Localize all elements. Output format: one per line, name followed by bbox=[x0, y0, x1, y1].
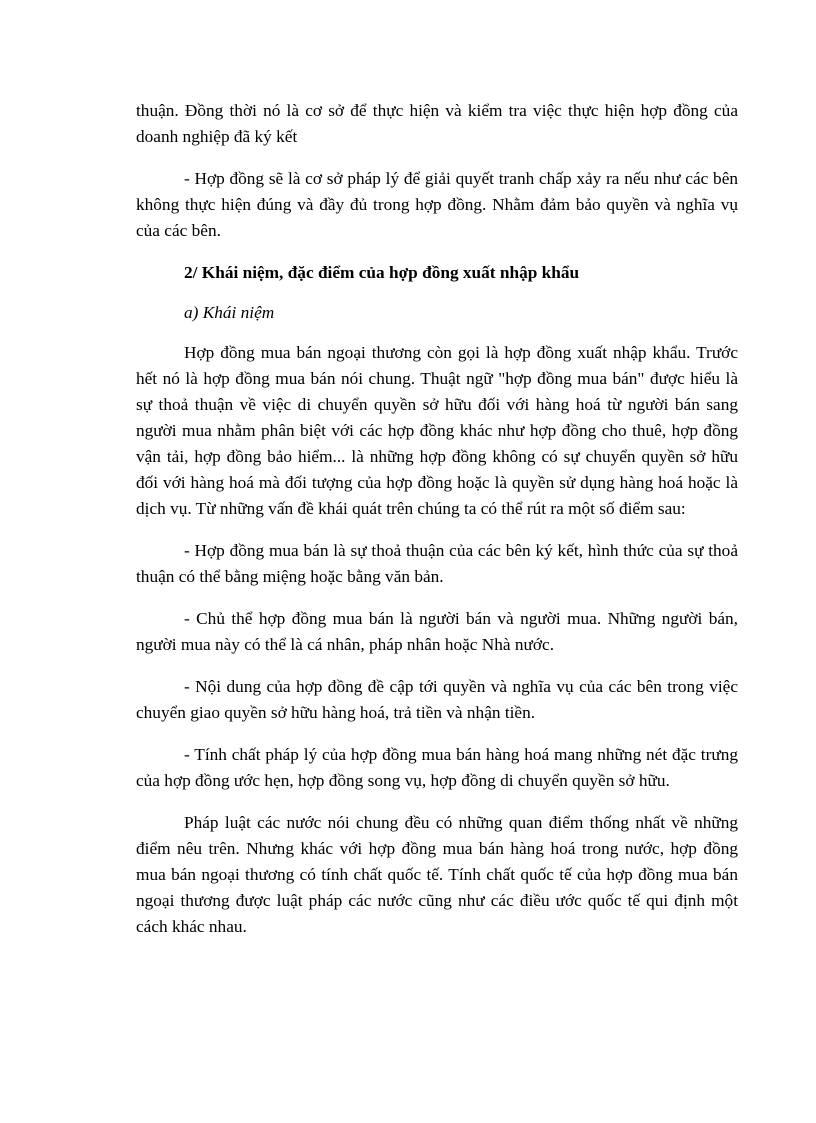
paragraph-point-parties: - Chủ thể hợp đồng mua bán là người bán và người mua. Những người bán, người mua này có thể là cá nhân, pháp nhân hoặc Nhà nước. bbox=[136, 609, 738, 654]
paragraph-point-content: - Nội dung của hợp đồng đề cập tới quyền và nghĩa vụ của các bên trong việc chuyển giao quyền sở hữu hàng hoá, trả tiền và nhận tiền. bbox=[136, 677, 738, 722]
paragraph-definition: Hợp đồng mua bán ngoại thương còn gọi là hợp đồng xuất nhập khẩu. Trước hết nó là hợp đồng mua bán nói chung. Thuật ngữ "hợp đồng mua bán" được hiểu là sự thoả thuận về việc di chuyển quyền sở hữu đối với hàng hoá từ người bán sang người mua nhằm phân biệt với các hợp đồng khác như hợp đồng cho thuê, hợp đồng vận tải, hợp đồng bảo hiểm... là những hợp đồng không có sự chuyển quyền sở hữu đối với hàng hoá mà đối tượng của hợp đồng hoặc là quyền sử dụng hàng hoá hoặc là dịch vụ. Từ những vấn đề khái quát trên chúng ta có thể rút ra một số điểm sau: bbox=[136, 343, 738, 518]
paragraph-international-nature: Pháp luật các nước nói chung đều có những quan điểm thống nhất về những điểm nêu trên. Nhưng khác với hợp đồng mua bán hàng hoá trong nước, hợp đồng mua bán ngoại thương có tính chất quốc tế. Tính chất quốc tế của hợp đồng mua bán ngoại thương được luật pháp các nước cũng như các điều ước quốc tế qui định một cách khác nhau. bbox=[136, 813, 738, 936]
paragraph-point-legal-nature: - Tính chất pháp lý của hợp đồng mua bán hàng hoá mang những nét đặc trưng của hợp đồng ước hẹn, hợp đồng song vụ, hợp đồng di chuyển quyền sở hữu. bbox=[136, 745, 738, 790]
paragraph-dispute-basis: - Hợp đồng sẽ là cơ sở pháp lý để giải quyết tranh chấp xảy ra nếu như các bên không thực hiện đúng và đầy đủ trong hợp đồng. Nhằm đảm bảo quyền và nghĩa vụ của các bên. bbox=[136, 169, 738, 240]
document-page bbox=[136, 98, 738, 956]
subsection-heading: a) Khái niệm bbox=[184, 303, 275, 322]
paragraph-continuation: thuận. Đồng thời nó là cơ sở để thực hiện và kiểm tra việc thực hiện hợp đồng của doanh nghiệp đã ký kết bbox=[136, 101, 738, 146]
section-heading: 2/ Khái niệm, đặc điểm của hợp đồng xuất nhập khẩu bbox=[184, 263, 580, 282]
paragraph-point-agreement: - Hợp đồng mua bán là sự thoả thuận của các bên ký kết, hình thức của sự thoả thuận có thể bằng miệng hoặc bằng văn bản. bbox=[136, 541, 738, 586]
